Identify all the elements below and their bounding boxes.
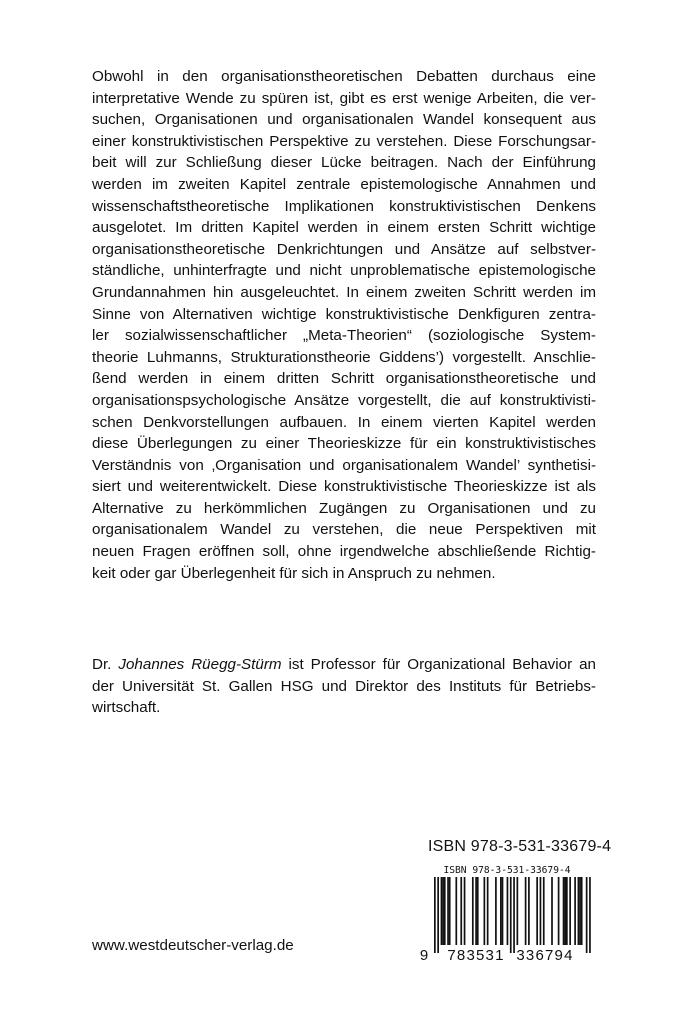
barcode-bar xyxy=(495,877,497,945)
barcode-bar xyxy=(574,877,576,945)
description-line: ausgelotet. Im dritten Kapitel werden in einem ersten Schritt wichtige xyxy=(92,219,596,237)
barcode-bar xyxy=(507,877,509,945)
barcode-bar xyxy=(475,877,477,945)
barcode-first-digit: 9 xyxy=(419,947,429,964)
barcode-bar xyxy=(589,877,591,953)
isbn-label: ISBN 978-3-531-33679-4 xyxy=(428,838,612,855)
author-bio-line-1 xyxy=(92,654,596,676)
barcode-bar xyxy=(586,877,588,953)
description-line: diese Überlegungen zu einer Theorieskizze für ein konstruktivistisches xyxy=(92,435,596,453)
barcode-bar xyxy=(543,877,545,945)
description-line: ler sozialwissenschaftlicher „Meta-Theorien“ (soziologische System- xyxy=(92,327,596,345)
barcode-bar xyxy=(517,877,519,945)
description-line: theorie Luhmanns, Strukturationstheorie Giddens’) vorgestellt. Anschlie- xyxy=(92,348,596,366)
barcode-bar xyxy=(437,877,439,953)
barcode-bar xyxy=(460,877,462,945)
barcode-right-digits: 336794 xyxy=(516,947,574,964)
barcode-bar xyxy=(569,877,571,945)
barcode-bar xyxy=(484,877,486,945)
description-line: einer konstruktivistischen Perspektive zu verstehen. Diese Forschungsar- xyxy=(92,132,596,150)
barcode-bar xyxy=(502,877,504,945)
author-bio xyxy=(92,654,596,719)
barcode-bar xyxy=(563,877,565,945)
description-line: wissenschaftstheoretische Implikationen konstruktivistischen Denkens xyxy=(92,197,596,215)
barcode-bar xyxy=(510,877,512,953)
description-line: organisationalem Wandel zu verstehen, die neue Perspektiven mit xyxy=(92,521,596,539)
description-line: interpretative Wende zu spüren ist, gibt es erst wenige Arbeiten, die ver- xyxy=(92,89,596,107)
book-description xyxy=(92,66,596,584)
description-line: keit oder gar Überlegenheit für sich in Anspruch zu nehmen. xyxy=(92,564,496,582)
description-line: ständliche, unhinterfragte und nicht unproblematische epistemologische xyxy=(92,262,596,280)
barcode-bar xyxy=(536,877,538,945)
description-line: ßend werden in einem dritten Schritt organisationstheoretische und xyxy=(92,370,596,388)
barcode-bar xyxy=(447,877,449,945)
author-title: Dr. xyxy=(92,656,112,673)
barcode-bar xyxy=(434,877,436,953)
barcode-bar xyxy=(551,877,553,945)
author-bio-line-2: der Universität St. Gallen HSG und Direktor des Instituts für Betriebs- xyxy=(92,677,596,695)
barcode-bar xyxy=(579,877,581,945)
barcode-bar xyxy=(528,877,530,945)
barcode-bar xyxy=(449,877,451,945)
barcode-bar xyxy=(472,877,474,945)
barcode-bar xyxy=(455,877,457,945)
description-line: werden im zweiten Kapitel zentrale epistemologische Annahmen und xyxy=(92,175,596,193)
barcode-bar xyxy=(564,877,566,945)
barcode-isbn-text: ISBN 978-3-531-33679-4 xyxy=(443,865,571,876)
barcode-bar xyxy=(444,877,446,945)
description-line: organisationstheoretische Denkrichtungen und Ansätze auf selbstver- xyxy=(92,240,596,258)
barcode-bar xyxy=(500,877,502,945)
description-line: siert und weiterentwickelt. Diese konstruktivistische Theorieskizze ist als xyxy=(92,478,596,496)
description-line: suchen, Organisationen und organisationalen Wandel konsequent aus xyxy=(92,111,596,129)
description-line: Sinne von Alternativen wichtige konstruktivistische Denkfiguren zentra- xyxy=(92,305,596,323)
author-bio-line-3: wirtschaft. xyxy=(92,699,161,717)
barcode-bar xyxy=(487,877,489,945)
barcode-bar xyxy=(566,877,568,945)
barcode-bar xyxy=(464,877,466,945)
description-line: organisationspsychologische Ansätze vorgestellt, die auf konstruktivisti- xyxy=(92,391,596,409)
isbn-barcode xyxy=(421,864,593,964)
barcode-bar xyxy=(477,877,479,945)
author-bio-text: ist Professor für Organizational Behavior an xyxy=(288,656,596,673)
description-line: beit will zur Schließung dieser Lücke beitragen. Nach der Einführung xyxy=(92,154,596,172)
description-line: Alternative zu herkömmlichen Zugängen zu Organisationen und zu xyxy=(92,499,596,517)
description-line: Grundannahmen hin ausgeleuchtet. In einem zweiten Schritt werden im xyxy=(92,283,596,301)
barcode-bar xyxy=(525,877,527,945)
barcode-bar xyxy=(558,877,560,945)
barcode-bars xyxy=(434,877,591,953)
description-line: schen Denkvorstellungen aufbauen. In einem vierten Kapitel werden xyxy=(92,413,596,431)
description-line: Obwohl in den organisationstheoretischen Debatten durchaus eine xyxy=(92,68,596,85)
barcode-bar xyxy=(441,877,443,945)
barcode-bar xyxy=(540,877,542,945)
barcode-bar xyxy=(578,877,580,945)
barcode-left-digits: 783531 xyxy=(447,947,505,964)
barcode-bar xyxy=(581,877,583,945)
barcode-bar xyxy=(513,877,515,953)
author-name: Johannes Rüegg-Stürm xyxy=(118,656,282,673)
description-line: neuen Fragen eröffnen soll, ohne irgendwelche abschließende Richtig- xyxy=(92,543,596,561)
barcode-bar xyxy=(442,877,444,945)
description-line: Verständnis von ‚Organisation und organisationalem Wandel’ synthetisi- xyxy=(92,456,596,474)
publisher-url[interactable]: www.westdeutscher-verlag.de xyxy=(92,937,294,954)
